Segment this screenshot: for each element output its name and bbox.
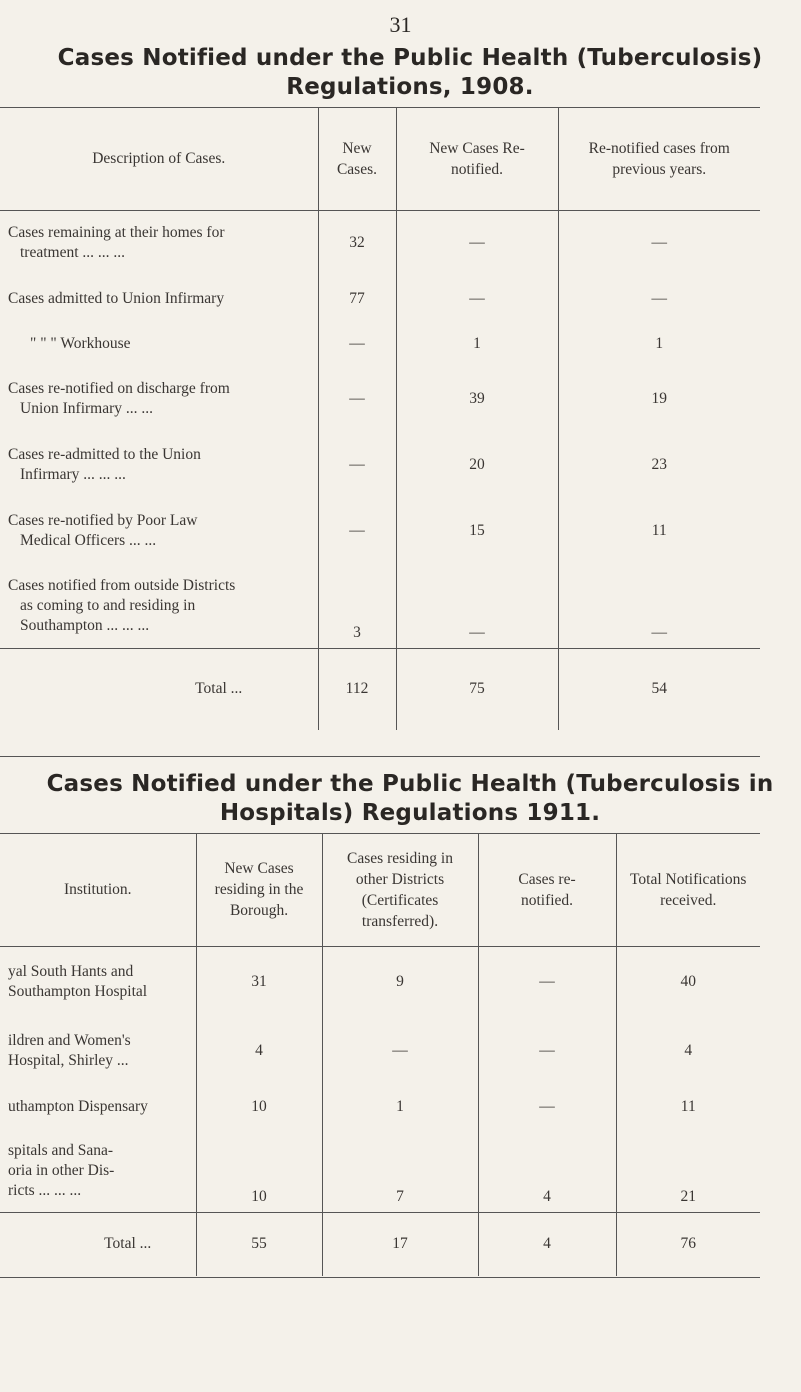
table1-title-line2: Regulations, 1908. xyxy=(286,74,534,100)
table1-header-row xyxy=(0,108,760,210)
row-label-cont: Infirmary ... ... ... xyxy=(20,466,126,483)
table1-bottom-rule xyxy=(0,756,760,757)
cell-total: 11 xyxy=(616,1084,760,1130)
table1 xyxy=(0,108,760,730)
table-row xyxy=(0,1130,760,1212)
table2 xyxy=(0,834,760,1276)
total-other: 17 xyxy=(322,1212,478,1276)
cell-other: 1 xyxy=(322,1084,478,1130)
table1-header-renotified: New Cases Re-notified. xyxy=(396,108,558,210)
row-label: " " " Workhouse xyxy=(30,335,131,352)
row-label: yal South Hants and xyxy=(8,963,134,981)
table-row xyxy=(0,276,760,322)
cell-total: 4 xyxy=(616,1018,760,1084)
table2-header-institution: Institution. xyxy=(63,881,132,899)
row-label: Cases notified from outside Districts xyxy=(8,576,236,594)
row-label-cont: Medical Officers ... ... xyxy=(20,532,157,549)
total-previous: 54 xyxy=(558,648,760,730)
table-row xyxy=(0,210,760,276)
cell-previous: 11 xyxy=(558,498,760,564)
cell-previous: 23 xyxy=(558,432,760,498)
row-label-cont: ricts ... ... ... xyxy=(8,1181,82,1199)
row-label: Cases admitted to Union Infirmary xyxy=(8,290,225,307)
cell-renotified: 4 xyxy=(478,1130,616,1212)
cell-new: 32 xyxy=(318,210,396,276)
total-label: Total ... xyxy=(195,680,243,698)
table2-title xyxy=(40,770,780,828)
table2-title-line2: Hospitals) Regulations 1911. xyxy=(219,800,601,826)
row-label: ildren and Women's xyxy=(8,1032,131,1049)
total-renotified: 4 xyxy=(478,1212,616,1276)
cell-new: 4 xyxy=(196,1018,322,1084)
table2-header-new: New Cases residing in the Borough. xyxy=(196,834,322,946)
table2-header-other: Cases residing in other Districts (Certificates transferred). xyxy=(322,834,478,946)
row-label-cont: oria in other Dis- xyxy=(8,1161,115,1179)
table1-title-line1: Cases Notified under the Public Health (Tuberculosis) xyxy=(57,45,763,71)
cell-new: 10 xyxy=(196,1084,322,1130)
total-new: 55 xyxy=(196,1212,322,1276)
table2-header-total: Total Notifications received. xyxy=(616,834,760,946)
table1-title xyxy=(40,44,780,102)
cell-renotified: — xyxy=(396,276,558,322)
cell-new: 77 xyxy=(318,276,396,322)
row-label-cont: Union Infirmary ... ... xyxy=(20,400,154,417)
table-row xyxy=(0,498,760,564)
table2-bottom-rule xyxy=(0,1277,760,1278)
cell-other: — xyxy=(322,1018,478,1084)
row-label: Cases re-admitted to the Union xyxy=(8,446,201,463)
table2-title-line1: Cases Notified under the Public Health (Tuberculosis in xyxy=(46,771,774,797)
total-renotified: 75 xyxy=(396,648,558,730)
table1-header-new: New Cases. xyxy=(318,108,396,210)
table2-header-row xyxy=(0,834,760,946)
table-row xyxy=(0,946,760,1018)
cell-previous: — xyxy=(558,210,760,276)
cell-previous: — xyxy=(558,276,760,322)
cell-other: 9 xyxy=(322,946,478,1018)
total-new: 112 xyxy=(318,648,396,730)
cell-other: 7 xyxy=(322,1130,478,1212)
row-label-cont: treatment ... ... ... xyxy=(20,244,126,262)
table1-total-row xyxy=(0,648,760,730)
row-label-cont: Southampton ... ... ... xyxy=(20,616,150,634)
cell-previous: — xyxy=(558,564,760,648)
total-total: 76 xyxy=(616,1212,760,1276)
cell-previous: 19 xyxy=(558,366,760,432)
cell-renotified: 39 xyxy=(396,366,558,432)
row-label-cont: as coming to and residing in xyxy=(20,596,196,614)
cell-new: — xyxy=(318,366,396,432)
table1-header-previous: Re-notified cases from previous years. xyxy=(558,108,760,210)
cell-renotified: — xyxy=(478,946,616,1018)
cell-new: — xyxy=(318,322,396,366)
table1-header-description: Description of Cases. xyxy=(92,150,226,168)
table-row xyxy=(0,366,760,432)
cell-new: 3 xyxy=(318,564,396,648)
row-label-cont: Southampton Hospital xyxy=(8,983,148,1001)
table2-total-row xyxy=(0,1212,760,1276)
row-label: Cases remaining at their homes for xyxy=(8,224,225,242)
cell-total: 40 xyxy=(616,946,760,1018)
cell-total: 21 xyxy=(616,1130,760,1212)
table-row xyxy=(0,1018,760,1084)
cell-previous: 1 xyxy=(558,322,760,366)
table-row xyxy=(0,564,760,648)
cell-renotified: — xyxy=(478,1084,616,1130)
cell-new: 31 xyxy=(196,946,322,1018)
cell-renotified: — xyxy=(396,210,558,276)
page-number: 31 xyxy=(389,12,412,37)
row-label: spitals and Sana- xyxy=(8,1141,114,1159)
cell-renotified: 1 xyxy=(396,322,558,366)
cell-renotified: — xyxy=(396,564,558,648)
cell-renotified: — xyxy=(478,1018,616,1084)
cell-renotified: 15 xyxy=(396,498,558,564)
row-label-cont: Hospital, Shirley ... xyxy=(8,1052,129,1069)
table2-header-renotified: Cases re-notified. xyxy=(478,834,616,946)
row-label: uthampton Dispensary xyxy=(8,1098,148,1115)
cell-new: 10 xyxy=(196,1130,322,1212)
cell-new: — xyxy=(318,498,396,564)
cell-renotified: 20 xyxy=(396,432,558,498)
table-row xyxy=(0,432,760,498)
table-row xyxy=(0,1084,760,1130)
table-row xyxy=(0,322,760,366)
row-label: Cases re-notified on discharge from xyxy=(8,380,230,397)
total-label: Total ... xyxy=(104,1235,152,1253)
cell-new: — xyxy=(318,432,396,498)
row-label: Cases re-notified by Poor Law xyxy=(8,512,198,529)
